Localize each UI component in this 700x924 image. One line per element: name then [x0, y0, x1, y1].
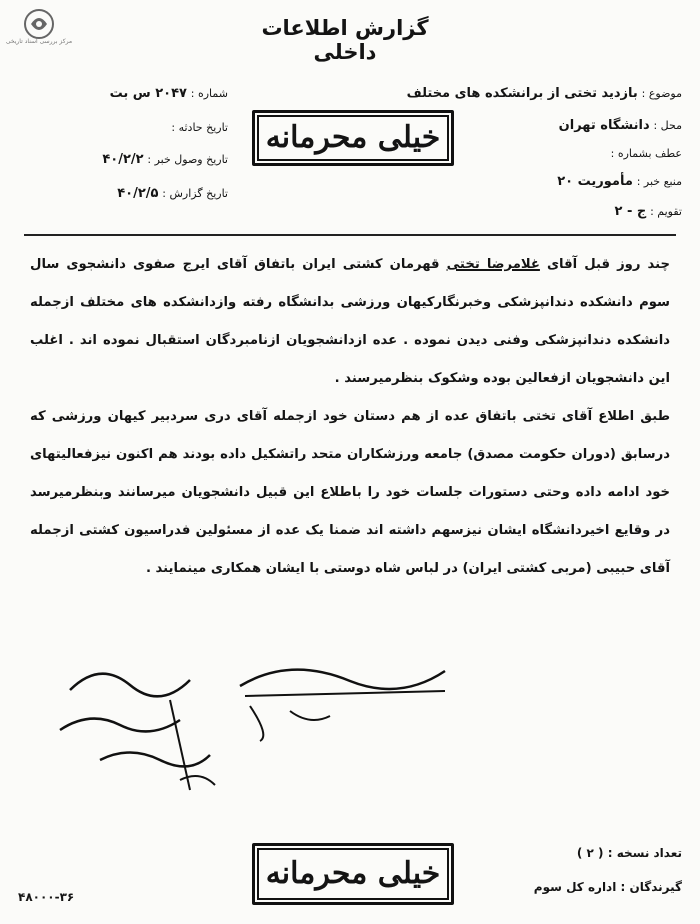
footer-copies: تعداد نسخه : ( ۲ ) — [576, 846, 682, 860]
meta-report-date: تاریخ گزارش : ۴۰/۲/۵ — [117, 186, 228, 201]
paragraph-2: طبق اطلاع آقای تختی باتفاق عده از هم دستان خود ازجمله آقای دری سردبیر کیهان ورزشی که درسابق (دوران حکومت مصدق) جامعه ورزشکاران متحد راتشکیل داده بودند هم اکنون نیزفعالیتهای خود ادامه داده وحتی دستورات جلسات خود را باطلاع این قبیل دانشجویان میرسانند وبنظرمیرسد در وقایع اخیردانشگاه ایشان نیزسهم داشته اند ضمنا یک عده از مسئولین فدراسیون کشتی ازجمله آقای حبیبی (مربی کشتی ایران) در لباس شاه دوستی با ایشان همکاری مینمایند . — [30, 409, 670, 576]
meta-evaluation: تقویم : ج - ۲ — [614, 204, 682, 219]
meta-number: شماره : ۲۰۴۷ س بت — [109, 86, 228, 101]
handwritten-signature-right — [230, 636, 460, 746]
header-divider — [24, 234, 676, 236]
meta-source: منبع خبر : مأموریت ۲۰ — [557, 174, 682, 189]
top-classification-stamp: خیلی محرمانه — [252, 110, 454, 166]
meta-place: محل : دانشگاه تهران — [558, 118, 682, 133]
logo-caption: مرکز بررسی اسناد تاریخی — [5, 38, 73, 45]
paragraph-1: چند روز قبل آقای غلامرضا تختی قهرمان کشتی ایران باتفاق آقای ایرج صفوی دانشجوی سال سوم دانشکده دندانپزشکی وخبرنگارکیهان ورزشی بدانشگاه رفته وازدانشکده های مختلف ازجمله دانشکده دندانپزشکی وفنی دیدن نموده . عده ازدانشجویان ازنامبردگان استقبال نموده اند . اغلب این دانشجویان ازفعالین بوده وشکوک بنظرمیرسند . — [30, 257, 671, 386]
document-title: گزارش اطلاعات داخلی — [261, 16, 429, 64]
meta-event-date: تاریخ حادثه : — [171, 121, 228, 134]
underlined-name: غلامرضا تختی — [446, 257, 540, 272]
handwritten-signature-left — [40, 650, 240, 810]
bottom-classification-stamp: خیلی محرمانه — [252, 843, 454, 905]
archive-logo-icon — [4, 4, 74, 54]
meta-reference: عطف بشماره : — [610, 147, 682, 160]
footer-recipients: گیرندگان : اداره کل سوم — [533, 880, 682, 894]
meta-subject: موضوع : بازدید تختی از برانشکده های مختلف — [406, 86, 682, 101]
meta-received-date: تاریخ وصول خبر : ۴۰/۲/۲ — [102, 152, 228, 167]
archive-code: ۴۸۰۰۰-۳۶ — [18, 890, 75, 904]
report-body — [30, 246, 670, 588]
